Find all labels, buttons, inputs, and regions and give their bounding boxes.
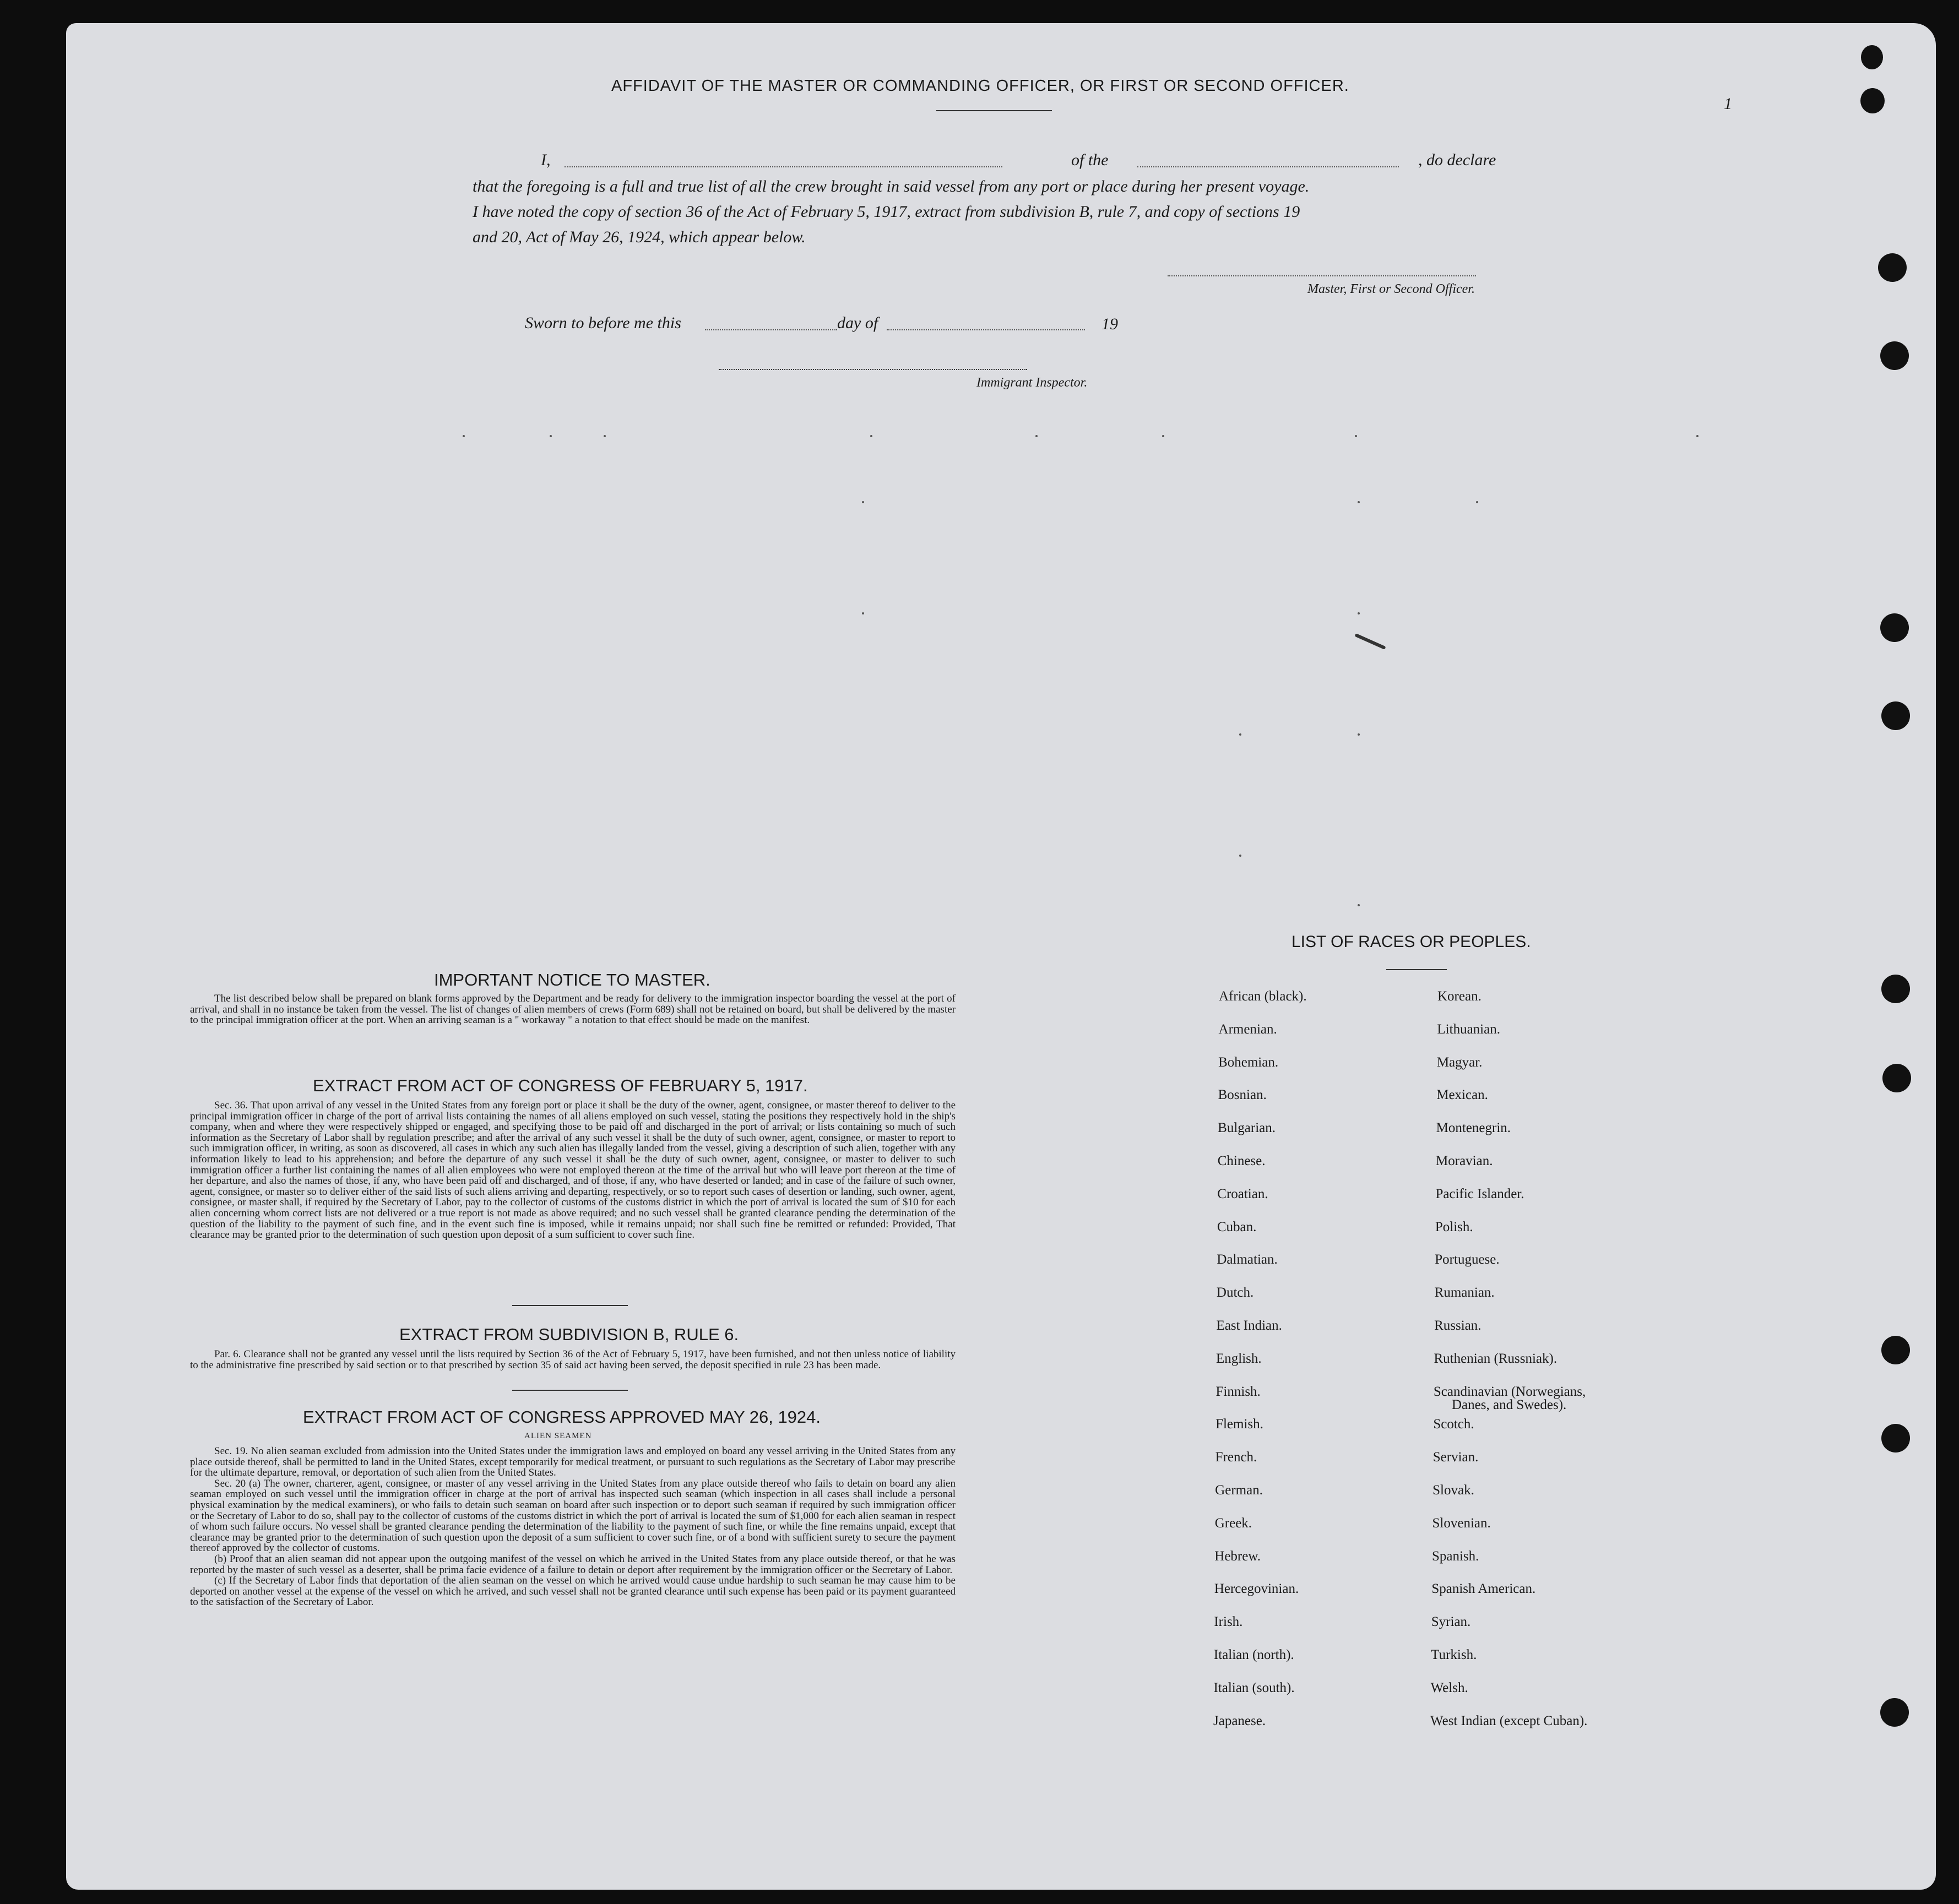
race-item-continuation: Danes, and Swedes). [1452, 1397, 1567, 1412]
race-item-right: Slovenian. [1432, 1515, 1491, 1531]
race-item-left: German. [1215, 1483, 1263, 1498]
races-heading: LIST OF RACES OR PEOPLES. [1291, 933, 1531, 951]
race-item-right: Rumanian. [1434, 1285, 1495, 1301]
sworn-prefix: Sworn to before me this [525, 314, 681, 332]
race-item-left: Dalmatian. [1217, 1252, 1278, 1267]
speck [1239, 733, 1241, 736]
speck [463, 435, 465, 437]
affidavit-heading: AFFIDAVIT OF THE MASTER OR COMMANDING OFFICER, OR FIRST OR SECOND OFFICER. [611, 77, 1349, 95]
race-item-right: Polish. [1435, 1219, 1473, 1234]
extract-1924-text [190, 1446, 956, 1608]
race-item-right: Moravian. [1436, 1154, 1493, 1168]
notice-paragraph: The list described below shall be prepared on blank forms approved by the Department and be ready for delivery to the immigration inspector boarding the vessel at the port of arrival, and shall in no instance be taken from the vessel. The list of changes of alien members of crews (Form 689) shall not be retained on board, but shall be delivered by the master to the principal immigration officer at the port. When an arriving seaman is a " workaway " a notation to that effect should be made on the manifest. [190, 993, 956, 1026]
notice-heading: IMPORTANT NOTICE TO MASTER. [434, 970, 710, 989]
race-item-left: Cuban. [1217, 1219, 1257, 1234]
extract-1924-heading: EXTRACT FROM ACT OF CONGRESS APPROVED MAY 26, 1924. [303, 1407, 821, 1427]
master-caption: Master, First or Second Officer. [1307, 282, 1475, 296]
speck [1162, 435, 1164, 437]
punch-hole [1880, 1698, 1909, 1727]
master-signature-line [1168, 275, 1476, 276]
punch-hole [1860, 88, 1885, 113]
rule-6-text [190, 1349, 956, 1370]
race-item-left: Dutch. [1216, 1285, 1254, 1301]
ink-smudge [1354, 633, 1386, 650]
notice-text [190, 993, 956, 1026]
manifest-page [66, 23, 1936, 1890]
affidavit-line4: and 20, Act of May 26, 1924, which appear below. [473, 228, 806, 246]
affidavit-of-the: of the [1071, 151, 1109, 169]
punch-hole [1881, 1336, 1910, 1364]
race-item-left: Armenian. [1218, 1021, 1277, 1037]
race-item-right: Servian. [1432, 1450, 1479, 1465]
inspector-caption: Immigrant Inspector. [976, 376, 1088, 390]
speck [1355, 435, 1357, 437]
speck [870, 435, 872, 437]
race-item-right: Syrian. [1431, 1614, 1471, 1630]
race-item-left: Irish. [1214, 1614, 1243, 1630]
race-item-right: Slovak. [1432, 1483, 1474, 1498]
vessel-blank [1137, 166, 1399, 167]
race-item-right: Turkish. [1431, 1647, 1477, 1662]
race-item-left: Flemish. [1215, 1417, 1263, 1432]
race-item-right: Scandinavian (Norwegians, [1433, 1384, 1586, 1399]
speck [1035, 435, 1038, 437]
month-blank [887, 329, 1085, 330]
race-item-left: Croatian. [1217, 1186, 1268, 1201]
speck [1696, 435, 1698, 437]
race-item-left: Bulgarian. [1218, 1120, 1276, 1136]
race-item-left: Bohemian. [1218, 1054, 1279, 1070]
section-20b-paragraph: (b) Proof that an alien seaman did not appear upon the outgoing manifest of the vessel on which he arrived in the United States from any place outside thereof, or that he was reported by the master of such vessel as a deserter, shall be prima facie evidence of a failure to detain or deport after requirement by the immigration officer or the Secretary of Labor. [190, 1553, 956, 1576]
inspector-signature-line [719, 369, 1027, 370]
punch-hole [1881, 1424, 1910, 1453]
rule-6-heading: EXTRACT FROM SUBDIVISION B, RULE 6. [399, 1325, 739, 1344]
speck [1476, 501, 1478, 503]
section-20a-paragraph: Sec. 20 (a) The owner, charterer, agent, consignee, or master of any vessel arriving in the United States from any place outside thereof who fails to detain on board any alien seaman employed on such vessel until the immigration officer in charge at the port of arrival has inspected such seaman (which inspection in all cases shall include a personal physical examination by the medical examiners), or who fails to detain such seaman on board after such inspection or to deport such seaman if required by such immigration officer or the Secretary of Labor to do so, shall pay to the collector of customs of the customs district in which the port of arrival is located the sum of $1,000 for each alien seaman in respect of whom such failure occurs. No vessel shall be granted clearance pending the determination of the liability to the payment of such fine, or while the fine remains unpaid, except that clearance may be granted prior to the determination of such question upon the deposit of a sum sufficient to cover such fine, or of a bond with sufficient surety to secure the payment thereof approved by the collector of customs. [190, 1477, 956, 1554]
race-item-left: English. [1216, 1351, 1262, 1366]
race-item-left: Japanese. [1213, 1713, 1266, 1728]
speck [550, 435, 552, 437]
race-item-right: Welsh. [1430, 1680, 1468, 1695]
affidavit-line2: that the foregoing is a full and true list of all the crew brought in said vessel from any port or place during her present voyage. [473, 177, 1310, 195]
race-item-left: African (black). [1219, 989, 1307, 1004]
race-item-left: French. [1215, 1450, 1257, 1465]
rule-6-paragraph: Par. 6. Clearance shall not be granted any vessel until the lists required by Section 36 of the Act of February 5, 1917, have been furnished, and not then unless notice of liability to the administrative fine prescribed by said section or to that prescribed by section 35 of said act having been served, the deposit specified in rule 23 has been made. [190, 1348, 956, 1371]
punch-hole [1881, 701, 1910, 730]
races-underline [1386, 969, 1447, 970]
affidavit-i: I, [541, 151, 551, 169]
punch-hole [1882, 1064, 1911, 1092]
race-item-left: East Indian. [1216, 1318, 1282, 1333]
race-item-right: Russian. [1434, 1318, 1482, 1333]
race-item-right: Spanish. [1431, 1548, 1479, 1564]
affidavit-line3: I have noted the copy of section 36 of the Act of February 5, 1917, extract from subdivision B, rule 7, and copy of sections 19 [473, 203, 1300, 221]
name-blank [565, 166, 1002, 167]
extract-1917-heading: EXTRACT FROM ACT OF CONGRESS OF FEBRUARY 5, 1917. [313, 1076, 808, 1095]
punch-hole [1861, 45, 1883, 69]
race-item-right: Montenegrin. [1436, 1120, 1511, 1136]
race-item-right: Magyar. [1436, 1054, 1483, 1070]
punch-hole [1881, 975, 1910, 1003]
punch-hole [1880, 613, 1909, 642]
race-item-left: Greek. [1214, 1515, 1252, 1531]
speck [1358, 612, 1360, 614]
race-item-right: Korean. [1437, 989, 1482, 1004]
race-item-right: Portuguese. [1435, 1252, 1500, 1267]
speck [862, 501, 864, 503]
heading-underline [936, 110, 1052, 111]
punch-hole [1880, 341, 1909, 370]
section-36-paragraph: Sec. 36. That upon arrival of any vessel in the United States from any foreign port or place it shall be the duty of the owner, agent, consignee, or master thereof to deliver to the principal immigration officer in charge of the port of arrival lists containing the names of all aliens employed on such vessel, stating the positions they respectively hold in the ship's company, when and where they were respectively shipped or engaged, and specifying those to be paid off and discharged in the port of arrival; or lists containing so much of such information as the Secretary of Labor shall by regulation prescribe; and after the arrival of any such vessel it shall be the duty of such owner, agent, consignee, or master to report to such immigration officer, in writing, as soon as discovered, all cases in which any such alien has illegally landed from the vessel, giving a description of such alien, together with any information likely to lead to his apprehension; and before the departure of any such vessel it shall be the duty of such owner, agent, consignee, or master to deliver to such immigration officer a further list containing the names of all alien employees who were not employed thereon at the time of the arrival but who will leave port thereon at the time of her departure, and also the names of those, if any, who have been paid off and discharged, and of those, if any, who have deserted or landed; and in case of the failure of such owner, agent, consignee, or master so to deliver either of the said lists of such aliens arriving and departing, respectively, or so to report such cases of desertion or landing, such owner, agent, consignee, or master shall, if required by the Secretary of Labor, pay to the collector of customs of the customs district in which the port of arrival is located the sum of $10 for each alien concerning whom correct lists are not delivered or a true report is not made as above required; and no such vessel shall be granted clearance pending the determination of the question of the liability to the payment of such fine, and in the event such fine is imposed, while it remains unpaid; nor shall such fine be remitted or refunded: Provided, That clearance may be granted prior to the determination of such question upon deposit of a sum sufficient to cover such fine. [190, 1100, 956, 1241]
race-item-left: Bosnian. [1218, 1087, 1267, 1103]
race-item-right: Scotch. [1433, 1417, 1474, 1432]
race-item-right: Lithuanian. [1437, 1021, 1500, 1037]
race-item-left: Italian (south). [1213, 1680, 1295, 1695]
speck [1239, 855, 1241, 857]
day-blank [705, 329, 837, 330]
race-item-left: Italian (north). [1213, 1647, 1294, 1662]
alien-seamen-subheading: ALIEN SEAMEN [524, 1432, 592, 1440]
race-item-left: Hebrew. [1214, 1548, 1261, 1564]
extract-1917-text [190, 1100, 956, 1241]
speck [862, 612, 864, 614]
race-item-left: Finnish. [1215, 1384, 1261, 1399]
affidavit-declare: , do declare [1418, 151, 1496, 169]
race-item-right: West Indian (except Cuban). [1430, 1713, 1588, 1728]
punch-hole [1878, 253, 1907, 282]
divider [512, 1305, 628, 1306]
section-19-paragraph: Sec. 19. No alien seaman excluded from admission into the United States under the immigration laws and employed on board any vessel arriving in the United States from any place outside thereof, shall be permitted to land in the United States, except temporarily for medical treatment, or pursuant to such regulations as the Secretary of Labor may prescribe for the ultimate departure, removal, or deportation of such alien from the United States. [190, 1445, 956, 1479]
page-mark: 1 [1724, 95, 1732, 113]
section-20c-paragraph: (c) If the Secretary of Labor finds that deportation of the alien seaman on the vessel on which he arrived would cause undue hardship to such seaman he may cause him to be deported on another vessel at the expense of the vessel on which he arrived, and such vessel shall not be granted clearance until such expense has been paid or its payment guaranteed to the satisfaction of the Secretary of Labor. [190, 1575, 956, 1608]
race-item-right: Pacific Islander. [1435, 1186, 1524, 1201]
race-item-right: Spanish American. [1431, 1581, 1536, 1597]
race-item-left: Hercegovinian. [1214, 1581, 1299, 1597]
race-item-right: Mexican. [1436, 1087, 1488, 1103]
sworn-day-of: day of [837, 314, 878, 332]
speck [1358, 733, 1360, 736]
sworn-year: 19 [1101, 315, 1118, 333]
speck [1358, 904, 1360, 906]
speck [1358, 501, 1360, 503]
race-item-left: Chinese. [1217, 1154, 1266, 1168]
speck [604, 435, 606, 437]
divider [512, 1390, 628, 1391]
race-item-right: Ruthenian (Russniak). [1434, 1351, 1558, 1366]
